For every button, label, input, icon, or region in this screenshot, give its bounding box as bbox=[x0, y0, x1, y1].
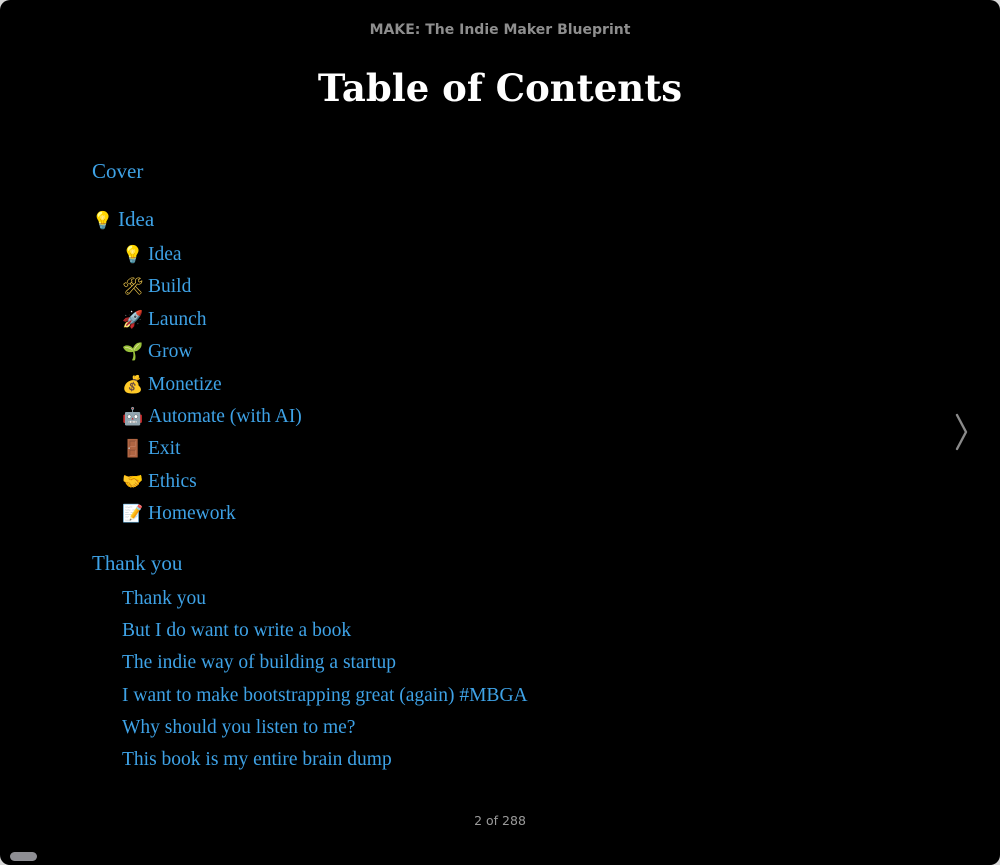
toc-section-idea bbox=[92, 203, 528, 531]
toc-item-monetize[interactable] bbox=[122, 369, 528, 401]
next-page-button[interactable] bbox=[952, 410, 972, 454]
toc-item-label: Thank you bbox=[122, 587, 206, 609]
toc-item-idea[interactable] bbox=[122, 239, 528, 271]
rocket-icon: 🚀 bbox=[122, 309, 144, 330]
toc-item-label: Ethics bbox=[148, 470, 197, 492]
toc-item-build[interactable] bbox=[122, 271, 528, 303]
toc-section-label: Idea bbox=[118, 207, 155, 231]
toc-section-label: Thank you bbox=[92, 550, 183, 575]
toc-item-label: Build bbox=[148, 276, 192, 298]
toc-item-label: Monetize bbox=[148, 373, 222, 395]
toc-item-label: But I do want to write a book bbox=[122, 619, 352, 641]
toc-item-exit[interactable] bbox=[122, 433, 528, 465]
robot-icon: 🤖 bbox=[122, 406, 144, 427]
toc-section-cover bbox=[92, 155, 528, 187]
toc-item-write-a-book[interactable] bbox=[122, 615, 528, 647]
page-indicator: 2 of 288 bbox=[474, 813, 526, 828]
toc-item-grow[interactable] bbox=[122, 336, 528, 368]
toc-section-thank-you bbox=[92, 547, 528, 777]
toc-item-label: Exit bbox=[148, 438, 181, 460]
window-title: MAKE: The Indie Maker Blueprint bbox=[369, 22, 631, 38]
toc-sublist bbox=[122, 583, 528, 777]
toc-link-cover[interactable] bbox=[92, 155, 528, 187]
toc-item-thank-you[interactable] bbox=[122, 583, 528, 615]
toc-sublist bbox=[122, 239, 528, 531]
toc-section-label: Cover bbox=[92, 159, 144, 183]
lightbulb-icon: 💡 bbox=[122, 245, 144, 265]
lightbulb-icon: 💡 bbox=[92, 211, 114, 231]
toc-item-label: Idea bbox=[148, 244, 182, 265]
toc-item-ethics[interactable] bbox=[122, 466, 528, 498]
money-bag-icon: 💰 bbox=[122, 374, 144, 395]
handshake-icon: 🤝 bbox=[122, 471, 144, 492]
toc-item-brain-dump[interactable] bbox=[122, 744, 528, 776]
toc-item-label: Why should you listen to me? bbox=[122, 717, 356, 739]
page-title: Table of Contents bbox=[317, 66, 683, 110]
seedling-icon: 🌱 bbox=[122, 342, 144, 363]
toc-item-mbga[interactable] bbox=[122, 680, 528, 712]
toc-list bbox=[92, 155, 528, 777]
toc-item-homework[interactable] bbox=[122, 498, 528, 530]
toc-item-label: Grow bbox=[148, 341, 193, 363]
toc-item-label: Launch bbox=[148, 308, 207, 330]
toc-item-label: The indie way of building a startup bbox=[122, 652, 397, 674]
memo-icon: 📝 bbox=[122, 504, 144, 525]
toc-item-label: I want to make bootstrapping great (again) #MBGA bbox=[122, 684, 528, 706]
toc-link-thank-you[interactable] bbox=[92, 547, 528, 579]
toc-item-label: Homework bbox=[148, 503, 236, 525]
toc-item-label: Automate (with AI) bbox=[148, 405, 302, 427]
toc-item-launch[interactable] bbox=[122, 304, 528, 336]
toc-item-automate[interactable] bbox=[122, 401, 528, 433]
toc-item-indie-way[interactable] bbox=[122, 647, 528, 679]
tools-icon: 🛠 bbox=[122, 277, 144, 298]
resize-handle-icon[interactable] bbox=[10, 852, 37, 861]
door-icon: 🚪 bbox=[122, 439, 144, 460]
chevron-right-icon bbox=[952, 410, 972, 454]
toc-item-why-listen[interactable] bbox=[122, 712, 528, 744]
toc-link-idea[interactable] bbox=[92, 203, 528, 235]
toc-item-label: This book is my entire brain dump bbox=[122, 749, 392, 771]
